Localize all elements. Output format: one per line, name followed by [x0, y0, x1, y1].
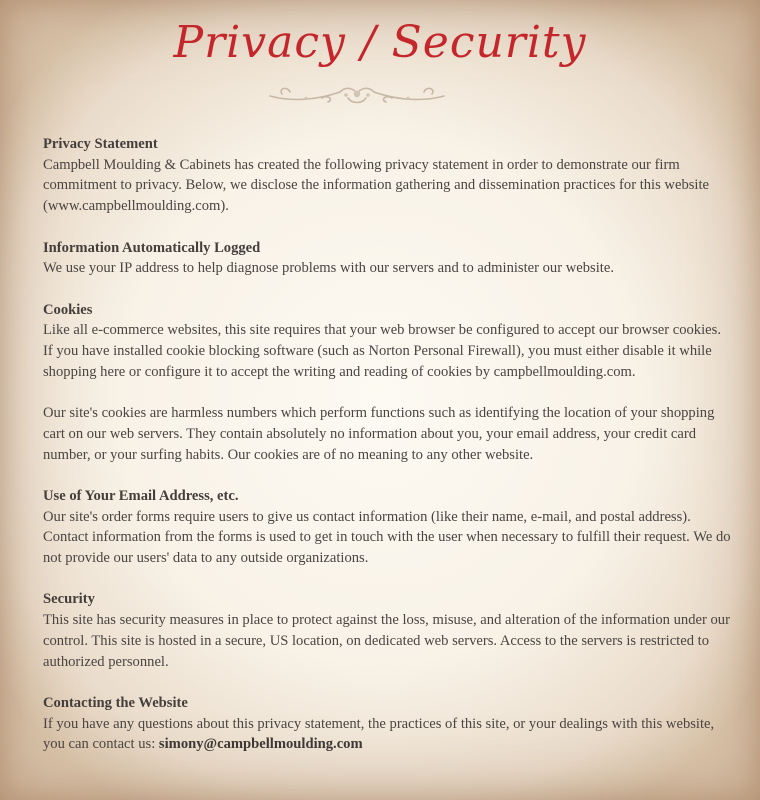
page-header — [0, 0, 760, 110]
flourish-ornament-icon — [262, 78, 452, 108]
paragraph-text: Our site's cookies are harmless numbers which perform functions such as identifying the location of your shopping cart on our web servers. They contain absolutely no information about you, your email address, your credit card number, or your surfing habits. Our cookies are of no meaning to any other website. — [43, 405, 715, 463]
section-contacting-the-website — [43, 693, 733, 755]
section-heading: Security — [43, 591, 95, 608]
section-heading: Contacting the Website — [43, 694, 188, 711]
section-paragraph — [43, 507, 733, 569]
section-heading: Use of Your Email Address, etc. — [43, 487, 239, 504]
section-use-of-your-email-address-etc — [43, 486, 733, 569]
paragraph-text: We use your IP address to help diagnose problems with our servers and to administer our website. — [43, 260, 614, 277]
section-paragraph — [43, 320, 733, 382]
paragraph-text: This site has security measures in place to protect against the loss, misuse, and alteration of the information under our control. This site is hosted in a secure, US location, on dedicated web servers. Access to the servers is restricted to authorized personnel. — [43, 612, 730, 670]
paragraph-text: Like all e-commerce websites, this site requires that your web browser be configured to accept our browser cookies. If you have installed cookie blocking software (such as Norton Personal Firewall), you must either disable it while shopping here or configure it to accept the writing and reading of cookies by campbellmoulding.com. — [43, 322, 721, 380]
section-information-automatically-logged — [43, 238, 733, 279]
section-paragraph — [43, 258, 733, 279]
paragraph-text: Campbell Moulding & Cabinets has created the following privacy statement in order to demonstrate our firm commitment to privacy. Below, we disclose the information gathering and dissemination practices for this website (www.campbellmoulding.com). — [43, 156, 710, 215]
paragraph-text: Our site's order forms require users to give us contact information (like their name, e-mail, and postal address). Contact information from the forms is used to get in touch with the user when necessary to fulfill their request. We do not provide our users' data to any outside organizations. — [43, 508, 731, 566]
privacy-content — [43, 134, 733, 776]
section-heading: Information Automatically Logged — [43, 239, 261, 256]
section-paragraph — [43, 403, 733, 465]
section-paragraph — [43, 610, 733, 672]
section-paragraph — [43, 155, 733, 217]
paragraph-text: If you have any questions about this privacy statement, the practices of this site, or your dealings with this website, you can contact us: — [43, 715, 715, 753]
section-heading: Cookies — [43, 301, 93, 318]
section-privacy-statement — [43, 134, 733, 217]
contact-email-link[interactable]: simony@campbellmoulding.com — [158, 736, 363, 753]
section-cookies — [43, 300, 733, 466]
section-heading: Privacy Statement — [43, 136, 158, 152]
section-security — [43, 589, 733, 672]
section-paragraph — [43, 714, 733, 755]
page-title: Privacy / Security — [173, 17, 587, 68]
